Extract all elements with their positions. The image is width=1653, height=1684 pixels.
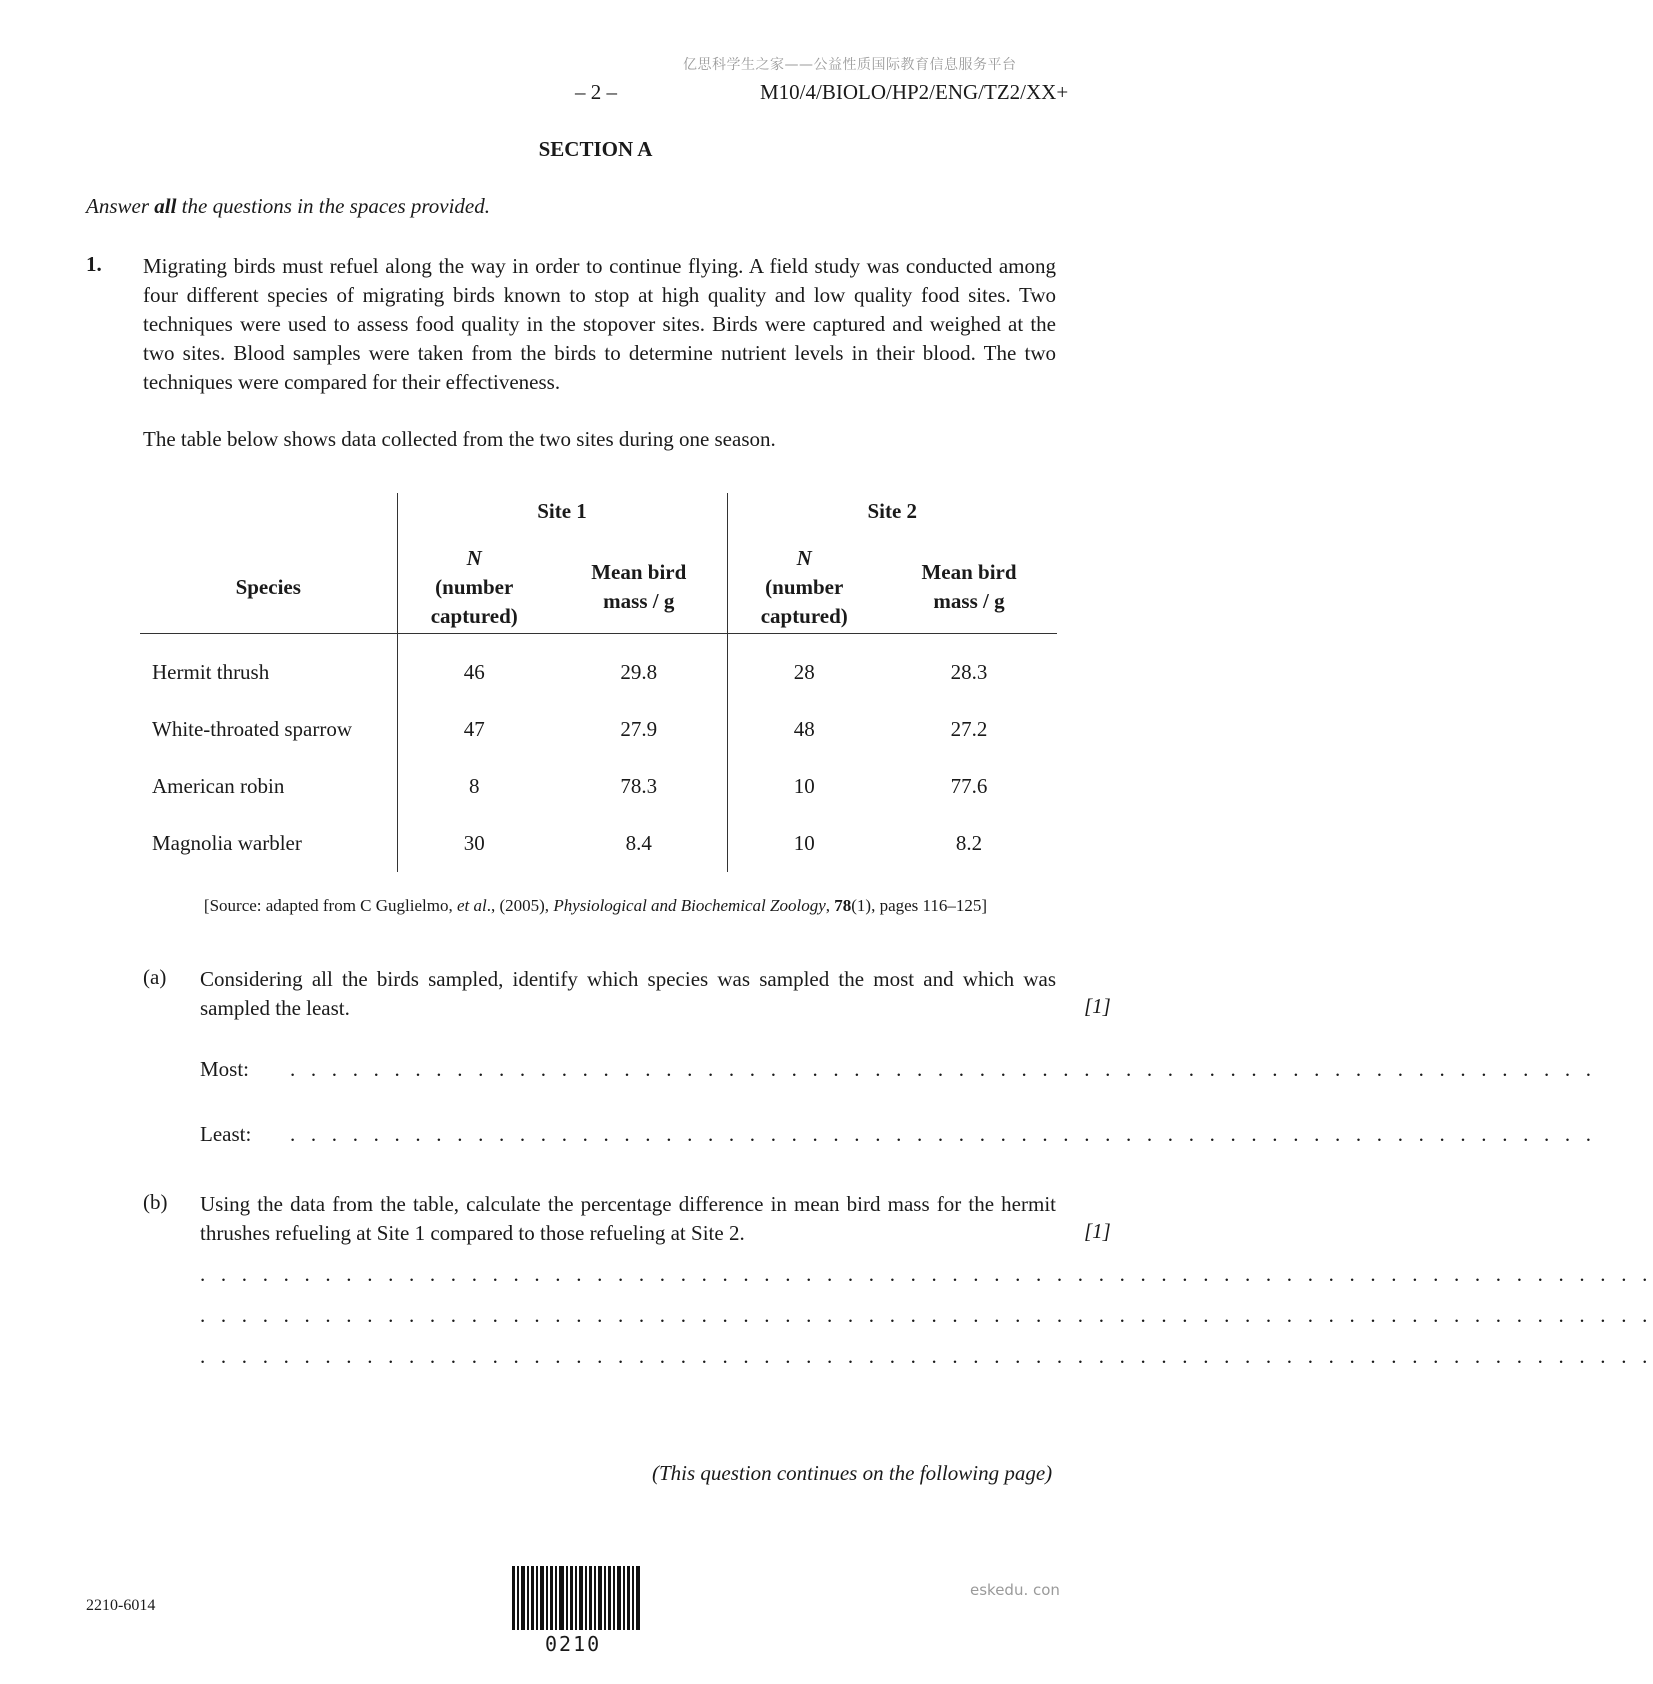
source-volume: 78	[834, 896, 852, 915]
mass-site1: 29.8	[620, 660, 658, 684]
header-mass-line2: mass / g	[603, 589, 675, 613]
section-title: SECTION A	[538, 137, 653, 161]
least-answer-line[interactable]: . . . . . . . . . . . . . . . . . . . . . . . . . . . . . . . . . . . . . . . . . . . . . . . . . . . . . . . . . . . . . . .	[290, 1122, 1597, 1146]
table-row	[140, 758, 1057, 815]
n-site1: 46	[397, 634, 551, 702]
part-a-marks: [1]	[1084, 994, 1111, 1018]
question-number: 1.	[86, 252, 102, 276]
continues-note: (This question continues on the following page)	[652, 1461, 1053, 1485]
header-n-var: N	[796, 545, 812, 570]
species-name: Hermit thrush	[152, 660, 270, 684]
table-intro: The table below shows data collected from the two sites during one season.	[143, 427, 776, 451]
data-table	[140, 493, 1057, 872]
table-header-sites	[140, 493, 1057, 541]
table-row	[140, 701, 1057, 758]
species-name: American robin	[152, 774, 285, 798]
part-b-label: (b)	[143, 1190, 168, 1214]
n-site1: 30	[397, 815, 551, 872]
barcode	[512, 1566, 642, 1630]
part-b-answer-line[interactable]: . . . . . . . . . . . . . . . . . . . . . . . . . . . . . . . . . . . . . . . . . . . . . . . . . . . . . . . . . . . . . . . . . . . . . .	[200, 1303, 1653, 1327]
source-comma: ,	[825, 896, 835, 915]
header-mass-site2	[881, 541, 1057, 634]
species-name: Magnolia warbler	[152, 831, 302, 855]
barcode-number: 0210	[545, 1632, 602, 1656]
source-mid: ., (2005),	[486, 896, 554, 915]
header-mass-line2: mass / g	[933, 589, 1005, 613]
part-b-answer-line[interactable]: . . . . . . . . . . . . . . . . . . . . . . . . . . . . . . . . . . . . . . . . . . . . . . . . . . . . . . . . . . . . . . . . . . . . . .	[200, 1344, 1653, 1368]
mass-site1: 8.4	[625, 831, 652, 855]
top-watermark: 亿思科学生之家——公益性质国际教育信息服务平台	[683, 57, 1017, 73]
n-site2: 10	[727, 758, 881, 815]
most-label: Most:	[200, 1057, 250, 1081]
n-site1: 47	[397, 701, 551, 758]
header-n-line2: (number	[435, 574, 514, 599]
header-mass-line1: Mean bird	[591, 560, 687, 584]
header-site-1: Site 1	[397, 493, 727, 541]
header-n-site2	[727, 541, 881, 634]
least-label: Least:	[200, 1122, 252, 1146]
header-n-var: N	[466, 545, 482, 570]
source-journal: Physiological and Biochemical Zoology	[553, 896, 826, 915]
header-n-site1	[397, 541, 551, 634]
most-answer-line[interactable]: . . . . . . . . . . . . . . . . . . . . . . . . . . . . . . . . . . . . . . . . . . . . . . . . . . . . . . . . . . . . . . .	[290, 1057, 1597, 1081]
table-source	[0, 896, 1191, 916]
question-text: Migrating birds must refuel along the way in order to continue flying. A field study was conducted among four different species of migrating birds known to stop at high quality and low quality food sites. Two techniques were used to assess food quality in the stopover sites. Birds were captured and weighed at the two sites. Blood samples were taken from the birds to determine nutrient levels in their blood. The two techniques were compared for their effectiveness.	[143, 254, 1056, 394]
header-site-2: Site 2	[727, 493, 1057, 541]
table-row	[140, 815, 1057, 872]
header-blank	[140, 493, 397, 541]
mass-site2: 27.2	[950, 717, 988, 741]
header-species: Species	[140, 541, 397, 634]
header-n-line2: (number	[765, 574, 844, 599]
header-n-line3: captured)	[760, 603, 848, 628]
instruction-bold: all	[154, 194, 177, 218]
source-post: (1), pages 116–125]	[851, 896, 988, 915]
part-b-marks: [1]	[1084, 1219, 1111, 1243]
mass-site2: 28.3	[950, 660, 988, 684]
n-site1: 8	[397, 758, 551, 815]
part-a-label: (a)	[143, 965, 167, 989]
bottom-watermark: eskedu. con	[970, 1581, 1060, 1599]
mass-site1: 27.9	[620, 717, 658, 741]
n-site2: 28	[727, 634, 881, 702]
page-number: – 2 –	[575, 80, 617, 104]
header-mass-line1: Mean bird	[921, 560, 1017, 584]
source-etal: et al	[456, 896, 487, 915]
table-header-columns	[140, 541, 1057, 634]
paper-code: M10/4/BIOLO/HP2/ENG/TZ2/XX+	[760, 80, 1069, 104]
mass-site2: 77.6	[950, 774, 988, 798]
part-b-answer-line[interactable]: . . . . . . . . . . . . . . . . . . . . . . . . . . . . . . . . . . . . . . . . . . . . . . . . . . . . . . . . . . . . . . . . . . . . . .	[200, 1262, 1653, 1286]
part-a-text: Considering all the birds sampled, identify which species was sampled the most and which was sampled the least.	[200, 967, 1056, 1020]
source-pre: [Source: adapted from C Guglielmo,	[203, 896, 457, 915]
mass-site1: 78.3	[620, 774, 658, 798]
header-n-line3: captured)	[430, 603, 518, 628]
table-row	[140, 634, 1057, 702]
document-code: 2210-6014	[86, 1597, 156, 1614]
instruction	[86, 194, 490, 219]
instruction-before: Answer	[86, 194, 155, 218]
n-site2: 48	[727, 701, 881, 758]
n-site2: 10	[727, 815, 881, 872]
species-name: White-throated sparrow	[152, 717, 353, 741]
header-mass-site1	[551, 541, 727, 634]
mass-site2: 8.2	[955, 831, 983, 855]
part-b-text: Using the data from the table, calculate the percentage difference in mean bird mass for the hermit thrushes refueling at Site 1 compared to those refueling at Site 2.	[200, 1192, 1056, 1245]
instruction-after: the questions in the spaces provided.	[176, 194, 491, 218]
